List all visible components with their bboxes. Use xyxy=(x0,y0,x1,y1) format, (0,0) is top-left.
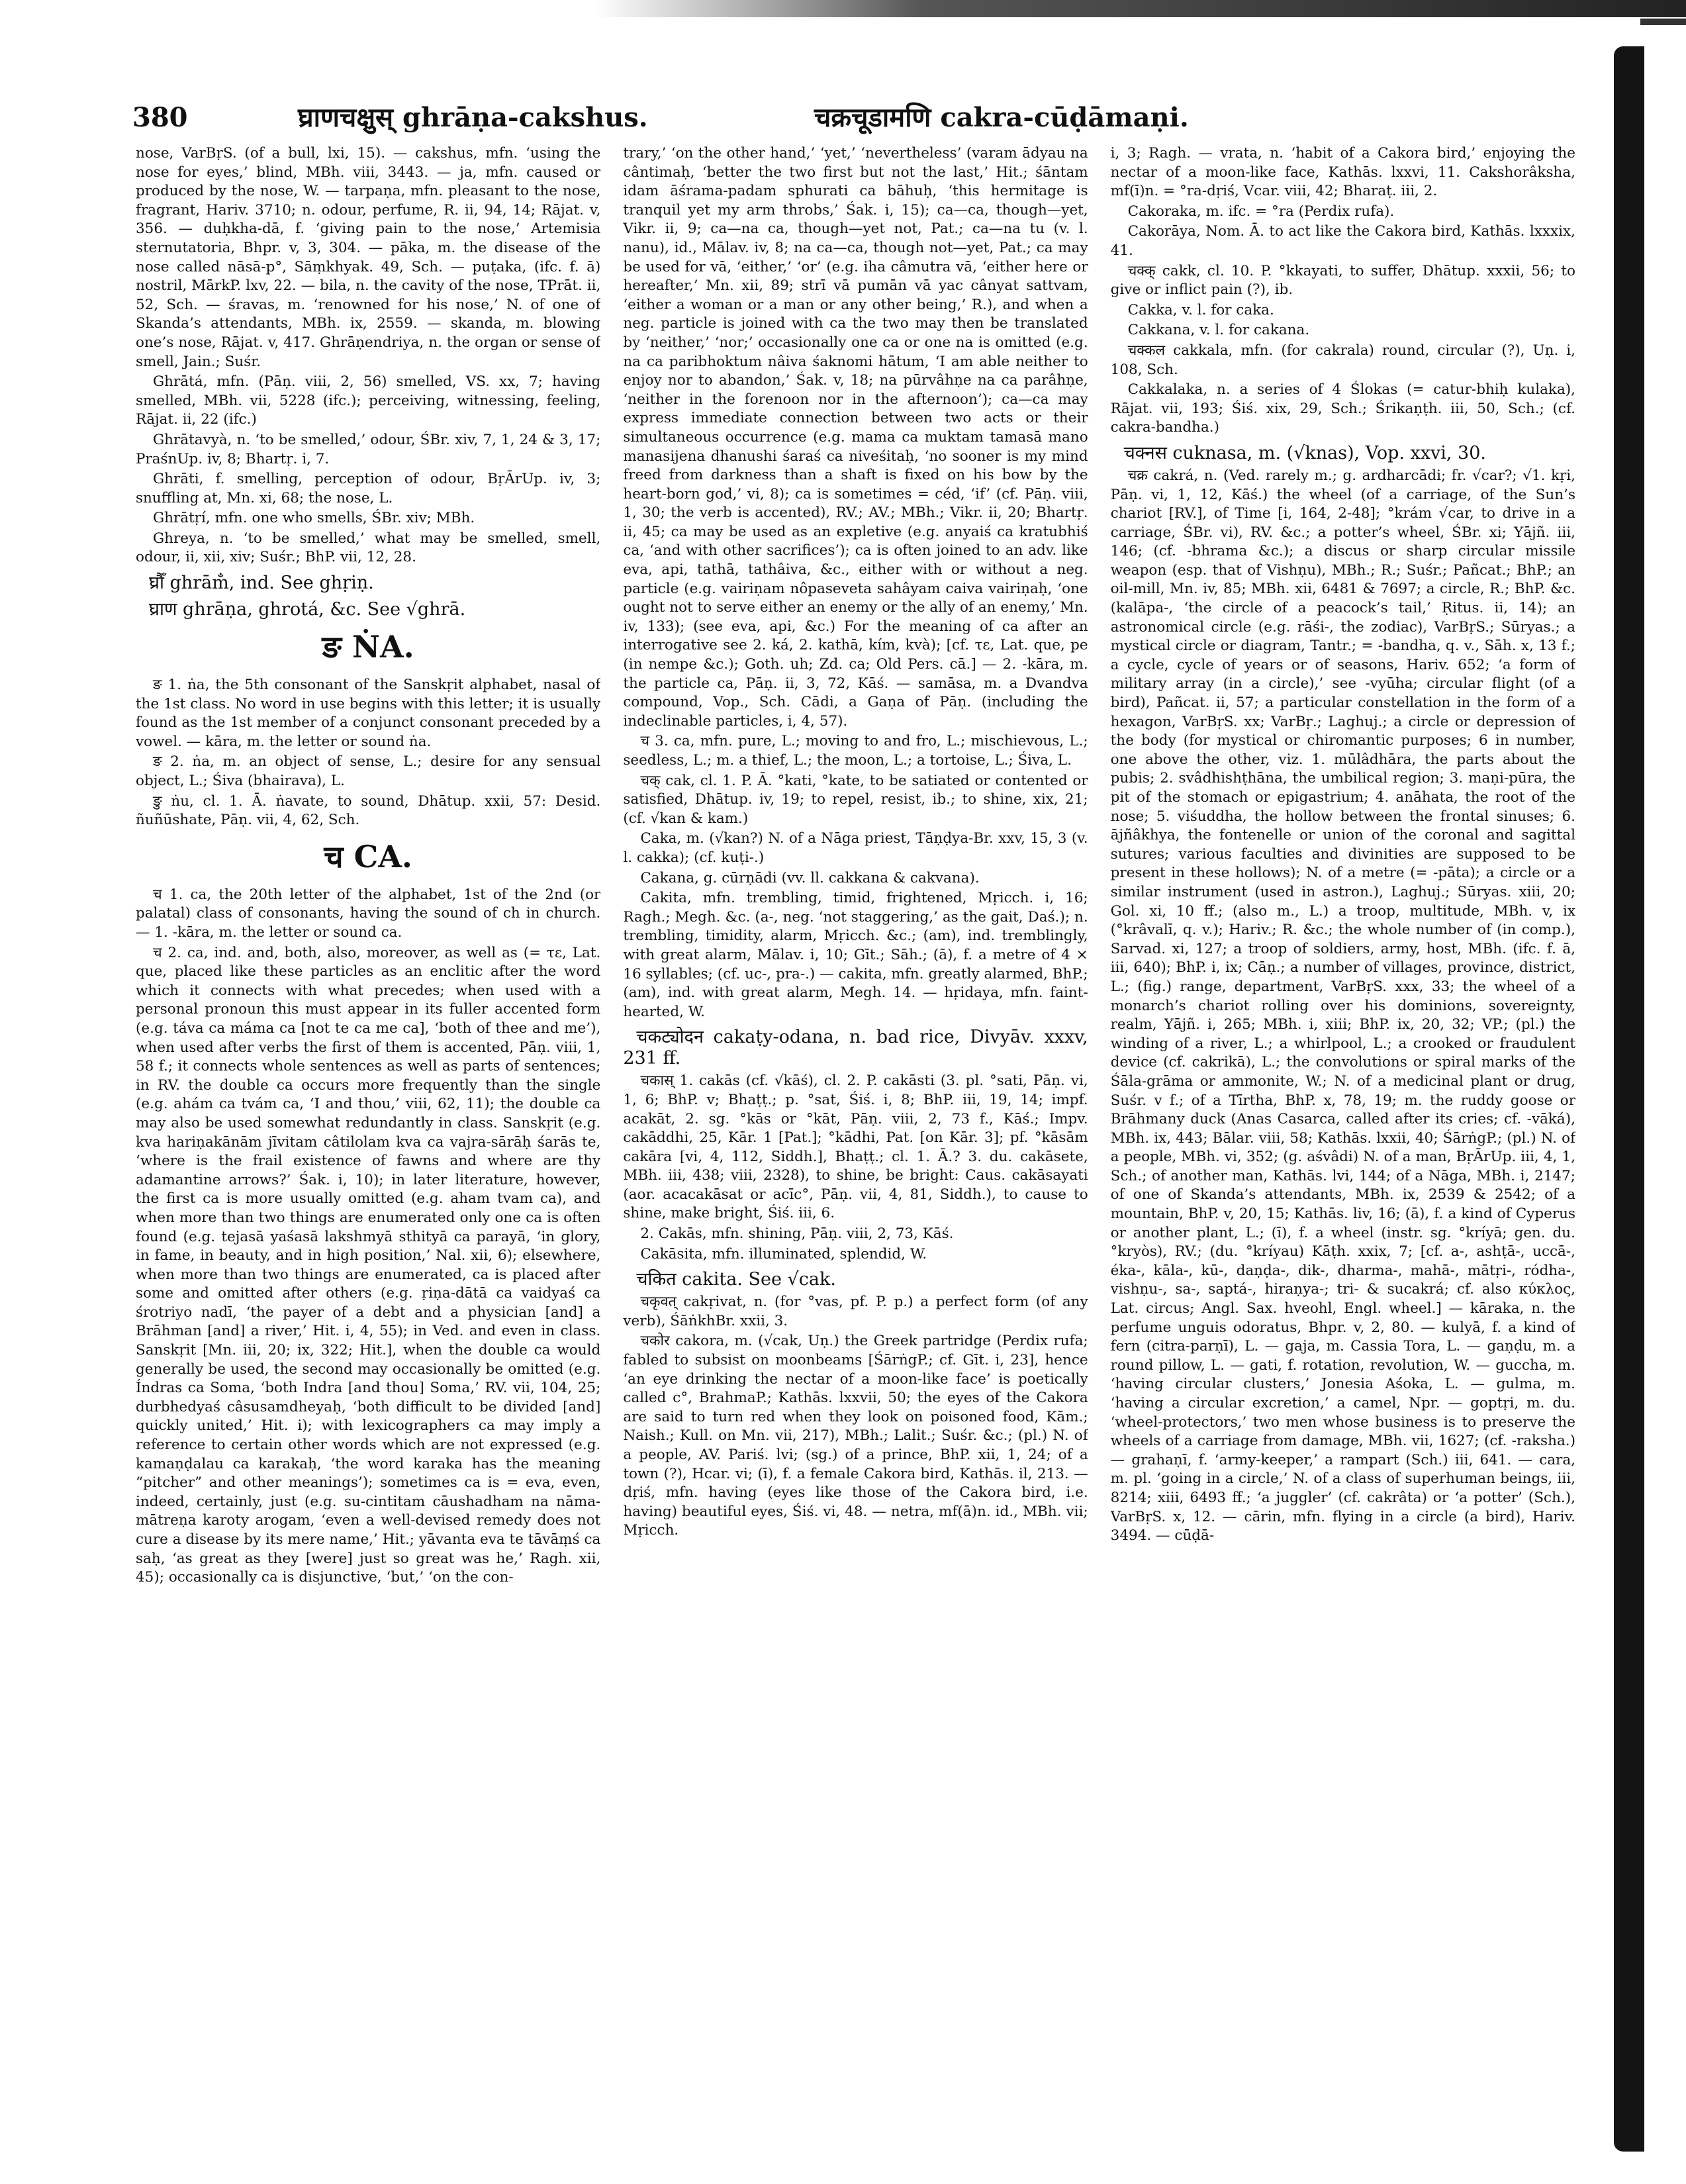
dictionary-entry: च 1. ca, the 20th letter of the alphabet, 1st of the 2nd (or palatal) class of consonants, having the sound of ch in church. — 1. -kāra, m. the letter or sound ca. xyxy=(136,886,601,941)
dictionary-entry: Cakkalaka, n. a series of 4 Ślokas (= catur-bhiḥ kulaka), Rājat. vii, 193; Śiś. xix, 29, Sch.; Śrikaṇṭh. iii, 50, Sch.; (cf. cakra-bandha.) xyxy=(1110,381,1575,436)
page-number: 380 xyxy=(132,102,188,133)
column-2 xyxy=(623,144,1088,2144)
column-1 xyxy=(136,144,600,2144)
left-running-headword: घ्राणचक्षुस् ghrāṇa-cakshus. xyxy=(298,102,648,133)
section-heading: ङ ṄA. xyxy=(322,629,414,665)
dictionary-entry: nose, VarBṛS. (of a bull, lxi, 15). — cakshus, mfn. ‘using the nose for eyes,’ blind, MBh. viii, 3443. — ja, mfn. caused or produced by the nose, W. — tarpaṇa, mfn. pleasant to the nose, fragrant, Hariv. 3710; n. odour, perfume, R. ii, 94, 14; Rājat. v, 356. — duḥkha-dā, f. ‘giving pain to the nose,’ Artemisia sternutatoria, Bhpr. v, 3, 304. — pāka, m. the disease of the nose called nāsā-p°, Sāṃkhyak. 49, Sch. — puṭaka, (ifc. f. ā) nostril, MārkP. lxv, 22. — bila, n. the cavity of the nose, TPrāt. ii, 52, Sch. — śravas, m. ‘renowned for his nose,’ N. of one of Skanda’s attendants, MBh. ix, 2559. — skanda, m. blowing one’s nose, Rājat. v, 417. Ghrāṇendriya, n. the organ or sense of smell, Jain.; Suśr. xyxy=(136,145,601,370)
dictionary-entry: चकास् 1. cakās (cf. √kāś), cl. 2. P. cakāsti (3. pl. °sati, Pāṇ. vi, 1, 6; BhP. v; Bhaṭṭ.; p. °sat, Śiś. i, 8; BhP. iii, 19, 14; impf. acakāt, 2. sg. °kās or °kāt, Pāṇ. viii, 2, 73 f., Kāś.; Impv. cakāddhi, 25, Kār. 1 [Pat.]; °kādhi, Pat. [on Kār. 3]; pf. °kāsām cakāra [vi, 4, 112, Siddh.], Bhaṭṭ.; cl. 1. Ā.? 3. du. cakāsete, MBh. iii, 438; viii, 2328), to shine, be bright: Caus. cakāsayati (aor. acacakāsat or acīc°, Pāṇ. vii, 4, 81, Siddh.), to cause to shine, make bright, Śiś. iii, 6. xyxy=(623,1072,1088,1222)
dictionary-entry: Ghrātavyà, n. ‘to be smelled,’ odour, ŚBr. xiv, 7, 1, 24 & 3, 17; PraśnUp. iv, 8; Bhartṛ. i, 7. xyxy=(136,431,601,467)
dictionary-entry: घ्राण ghrāṇa, ghrotá, &c. See √ghrā. xyxy=(149,599,466,620)
dictionary-entry: Cakorāya, Nom. Ā. to act like the Cakora bird, Kathās. lxxxix, 41. xyxy=(1110,223,1575,259)
page-header xyxy=(132,98,1271,144)
dictionary-entry: Ghrātṛí, mfn. one who smells, ŚBr. xiv; MBh. xyxy=(153,510,475,527)
dictionary-entry: चक्कल cakkala, mfn. (for cakrala) round, circular (?), Uṇ. i, 108, Sch. xyxy=(1110,342,1575,378)
dictionary-entry: Cakāsita, mfn. illuminated, splendid, W. xyxy=(640,1245,927,1262)
dictionary-entry: ङु ṅu, cl. 1. Ā. ṅavate, to sound, Dhātup. xxii, 57: Desid. ñuñūshate, Pāṇ. vii, 4, 62, Sch. xyxy=(136,792,601,829)
dictionary-entry: Cakkana, v. l. for cakana. xyxy=(1127,322,1310,339)
dictionary-entry: trary,’ ‘on the other hand,’ ‘yet,’ ‘nevertheless’ (varam ādyau na cântimaḥ, ‘better the two first but not the last,’ Hit.; śāntam idam āśrama-padam sphurati ca bāhuḥ, ‘this hermitage is tranquil yet my arm throbs,’ Śak. i, 15); ca—ca, though—yet, Vikr. ii, 9; ca—na ca, though—yet not, Pat.; ca—na tu (v. l. nanu), id., Mālav. iv, 8; na ca—ca, though not—yet, Pat.; ca may be used for vā, ‘either,’ ‘or’ (e.g. iha câmutra vā, ‘either here or hereafter,’ Mn. xii, 89; strī vā pumān vā yac cânyat sattvam, ‘either a woman or a man or any other being,’ R.), and when a neg. particle is joined with ca the two may then be translated by ‘neither,’ ‘nor;’ occasionally one ca or one na is omitted (e.g. na ca paribhoktum nâiva śaknomi hātum, ‘I am able neither to enjoy nor to abandon,’ Śak. v, 18; na pūrvâhṇe na ca parâhṇe, ‘neither in the forenoon nor in the afternoon’); ca—ca may express immediate connection between two acts or their simultaneous occurrence (e.g. mama ca muktam tamasā mano manasijena dhanushi śaraś ca niveśitaḥ, ‘no sooner is my mind freed from darkness than a shaft is fixed on his bow by the heart-born god,’ vi, 8); ca is sometimes = céd, ‘if’ (cf. Pāṇ. viii, 1, 30; the verb is accented), RV.; AV.; MBh.; Vikr. ii, 20; Bhartṛ. ii, 45; ca may be used as an expletive (e.g. anyaiś ca kratubhiś ca, ‘and with other sacrifices’); ca is often joined to an adv. like eva, api, tathā, tathâiva, &c., either with or without a neg. particle (e.g. vairiṇam nôpaseveta sahâyam caiva vairiṇaḥ, ‘one ought not to serve either an enemy or the ally of an enemy,’ Mn. iv, 133); (see eva, api, &c.) For the meaning of ca after an interrogative see 2. ká, 2. kathā, kím, kvà); [cf. τε, Lat. que, pe (in nempe &c.); Goth. uh; Zd. ca; Old Pers. cā.] — 2. -kāra, m. the particle ca, Pāṇ. ii, 3, 72, Kāś. — samāsa, m. a Dvandva compound, Vop., Sch. Cādi, a Gaṇa of Pāṇ. (including the indeclinable particles, i, 4, 57). xyxy=(623,145,1088,730)
right-running-headword: चक्रचूडामणि cakra-cūḍāmaṇi. xyxy=(814,102,1189,133)
dictionary-entry: 2. Cakās, mfn. shining, Pāṇ. viii, 2, 73, Kāś. xyxy=(640,1225,954,1243)
dictionary-entry: ङ 1. ṅa, the 5th consonant of the Sanskṛit alphabet, nasal of the 1st class. No word in use begins with this letter; it is usually found as the 1st member of a conjunct consonant preceded by a vowel. — kāra, m. the letter or sound ṅa. xyxy=(136,677,601,750)
dictionary-entry: चकृवत् cakṛivat, n. (for °vas, pf. P. p.) a perfect form (of any verb), ŚāṅkhBr. xxii, 3. xyxy=(623,1294,1088,1329)
dictionary-entry: Cakana, g. cūrṇādi (vv. ll. cakkana & cakvana). xyxy=(640,869,980,886)
dictionary-entry: चक्नस cuknasa, m. (√knas), Vop. xxvi, 30. xyxy=(1123,442,1486,463)
scan-corner-mark xyxy=(1640,19,1686,25)
dictionary-entry: Cakka, v. l. for caka. xyxy=(1127,301,1274,318)
dictionary-entry: च 2. ca, ind. and, both, also, moreover, as well as (= τε, Lat. que, placed like these particles as an enclitic after the word which it connects with what precedes; when used with a personal pronoun this must appear in its fuller accented form (e.g. táva ca máma ca [not te ca me ca], ‘both of thee and me’), when used after verbs the first of them is accented, Pāṇ. viii, 1, 58 f.; it connects whole sentences as well as parts of sentences; in RV. the double ca occurs more frequently than the single (e.g. ahám ca tvám ca, ‘I and thou,’ viii, 62, 11); the double ca may also be used somewhat redundantly in class. Sanskṛit (e.g. kva hariṇakānām jīvitam câtilolam kva ca vajra-sārāḥ śarās te, ‘where is the frail existence of fawns and where are thy adamantine arrows?’ Śak. i, 10); in later literature, however, the first ca is more usually omitted (e.g. aham tvam ca), and when more than two things are enumerated only one ca is often found (e.g. tejasā yaśasā lakshmyā sthityā ca parayā, ‘in glory, in fame, in beauty, and in high position,’ Nal. xii, 6); elsewhere, when more than two things are enumerated, ca is placed after some and omitted after others (e.g. ṛiṇa-dātā ca vaidyaś ca śrotriyo nadī, ‘the payer of a debt and a physician [and] a Brāhman [and] a river,’ Hit. i, 4, 55); in Ved. and even in class. Sanskṛit [Mn. iii, 20; ix, 322; Hit.], when the double ca would generally be used, the second may occasionally be omitted (e.g. Índras ca Soma, ‘both Indra [and thou] Soma,’ RV. vii, 104, 25; durbhedyaś câsusamdheyaḥ, ‘both difficult to be divided [and] quickly united,’ Hit. i); with lexicographers ca may imply a reference to certain other words which are not expressed (e.g. kamaṇḍalau ca karakaḥ, ‘the word karaka has the meaning “pitcher” and other meanings’); sometimes ca is = eva, even, indeed, certainly, just (e.g. su-cintitam cāushadham na nāma-mātreṇa karoty arogam, ‘even a well-devised remedy does not cure a disease by its mere name,’ Hit.; yāvanta eva te tāvāṃś ca saḥ, ‘as great as they [were] just so great was he,’ Ragh. xii, 45); occasionally ca is disjunctive, ‘but,’ ‘on the con- xyxy=(136,944,601,1586)
column-3 xyxy=(1111,144,1575,2144)
dictionary-entry: Ghreya, n. ‘to be smelled,’ what may be smelled, smell, odour, ii, xii, xiv; Suśr.; BhP. vii, 12, 28. xyxy=(136,530,601,566)
dictionary-entry: Cakoraka, m. ifc. = °ra (Perdix rufa). xyxy=(1127,203,1395,220)
dictionary-entry: चक् cak, cl. 1. P. Ā. °kati, °kate, to be satiated or contented or satisfied, Dhātup. iv, 19; to repel, resist, ib.; to shine, xix, 21; (cf. √kan & kam.) xyxy=(623,772,1088,827)
dictionary-entry: Caka, m. (√kan?) N. of a Nāga priest, Tāṇḍya-Br. xxv, 15, 3 (v. l. cakka); (cf. kuṭi-.) xyxy=(623,830,1088,866)
scan-binding-edge xyxy=(1614,46,1644,2152)
dictionary-entry: चक्क् cakk, cl. 10. P. °kkayati, to suffer, Dhātup. xxxii, 56; to give or inflict pain (?), ib. xyxy=(1110,262,1575,299)
dictionary-entry: ङ 2. ṅa, m. an object of sense, L.; desire for any sensual object, L.; Śiva (bhairava), L. xyxy=(136,753,601,790)
dictionary-entry: चकित cakita. See √cak. xyxy=(636,1269,836,1290)
dictionary-entry: घ्रौँ ghrām̐, ind. See ghṛiṇ. xyxy=(149,573,374,594)
dictionary-entry: i, 3; Ragh. — vrata, n. ‘habit of a Cakora bird,’ enjoying the nectar of a moon-like face, Kathās. lxxvi, 11. Cakshorâksha, mf(ī)n. = °ra-dṛiś, Vcar. viii, 42; Bharaṭ. iii, 2. xyxy=(1110,145,1575,200)
dictionary-entry: चकोर cakora, m. (√cak, Uṇ.) the Greek partridge (Perdix rufa; fabled to subsist on moonbeams [ŚārṅgP.; cf. Gīt. i, 23], hence ‘an eye drinking the nectar of a moon-like face’ is poetically called c°, BrahmaP.; Kathās. lxxvii, 50; the eyes of the Cakora are said to turn red when they look on poisoned food, Kām.; Naish.; Kull. on Mn. vii, 217), MBh.; Lalit.; Suśr. &c.; (pl.) N. of a people, AV. Pariś. lvi; (sg.) of a prince, BhP. xii, 1, 24; of a town (?), Hcar. vi; (ī), f. a female Cakora bird, Kathās. il, 213. — dṛiś, mfn. having (eyes like those of the Cakora bird, i.e. having) beautiful eyes, Śiś. vi, 48. — netra, mf(ā)n. id., MBh. vii; Mṛicch. xyxy=(623,1333,1088,1539)
dictionary-entry: Ghrātá, mfn. (Pāṇ. viii, 2, 56) smelled, VS. xx, 7; having smelled, MBh. vii, 5228 (ifc.); perceiving, witnessing, feeling, Rājat. ii, 22 (ifc.) xyxy=(136,373,601,428)
scan-top-shadow xyxy=(596,0,1686,17)
section-heading: च CA. xyxy=(324,838,412,875)
dictionary-columns xyxy=(136,144,1575,2144)
dictionary-entry: चक्र cakrá, n. (Ved. rarely m.; g. ardharcādi; fr. √car?; √1. kṛi, Pāṇ. vi, 1, 12, Kāś.) the wheel (of a carriage, of the Sun’s chariot [RV.], of Time [i, 164, 2-48]; °krám √car, to drive in a carriage, ŚBr. vi), RV. &c.; a potter’s wheel, ŚBr. xi; Yājñ. iii, 146; (cf. -bhrama &c.); a discus or sharp circular missile weapon (esp. that of Vishṇu), MBh.; R.; Suśr.; Pañcat.; BhP.; an oil-mill, Mn. iv, 85; MBh. xii, 6481 & 7697; a circle, R.; BhP. &c. (kalāpa-, ‘the circle of a peacock’s tail,’ Ṛitus. ii, 14); an astronomical circle (e.g. rāśi-, the zodiac), VarBṛS.; Sūryas.; a mystical circle or diagram, Tantr.; = -bandha, q. v., Sāh. x, 13 f.; a cycle, cycle of years or of seasons, Hariv. 652; ‘a form of military array (in a circle),’ see -vyūha; circular flight (of a bird), Pañcat. ii, 57; a particular constellation in the form of a hexagon, VarBṛS. xx; VarBṛ.; Laghuj.; a circle or depression of the body (for mystical or chiromantic purposes; 6 in number, one above the other, viz. 1. mūlâdhāra, the parts about the pubis; 2. svâdhishṭhāna, the umbilical region; 3. maṇi-pūra, the pit of the stomach or epigastrium; 4. anāhata, the root of the nose; 5. viśuddha, the hollow between the frontal sinuses; 6. ājñâkhya, the fontenelle or union of the coronal and sagittal sutures; various faculties and divinities are supposed to be present in these hollows); N. of a metre (= -pāta); a circle or a similar instrument (used in astron.), Laghuj.; Sūryas. xiii, 20; Gol. xi, 10 ff.; (also m., L.) a troop, multitude, MBh. v, ix (°krâvalī, q. v.); Hariv.; R. &c.; the whole number of (in comp.), Sarvad. xi, 127; a troop of soldiers, army, host, MBh. (ifc. f. ā, iii, 640); BhP. i, ix; Cāṇ.; a number of villages, province, district, L.; (fig.) range, department, VarBṛS. xxx, 33; the wheel of a monarch’s chariot rolling over his dominions, sovereignty, realm, Yājñ. i, 265; MBh. i, xiii; BhP. ix, 20, 32; VP.; (pl.) the winding of a river, L.; a whirlpool, L.; a crooked or fraudulent device (cf. cakrikā), L.; the convolutions or spiral marks of the Śāla-grāma or ammonite, W.; N. of a medicinal plant or drug, Suśr. v f.; of a Tīrtha, BhP. x, 78, 19; m. the ruddy goose or Brāhmany duck (Anas Casarca, called after its cries; cf. -vāká), MBh. ix, 443; Bālar. viii, 58; Kathās. lxxii, 40; ŚārṅgP.; (pl.) N. of a people, MBh. vi, 352; (g. aśvâdi) N. of a man, BṛĀrUp. iii, 4, 1, Sch.; of another man, Kathās. lvi, 144; of a Nāga, MBh. i, 2147; of one of Skanda’s attendants, MBh. ix, 2539 & 2542; of a mountain, BhP. v, 20, 15; Kathās. liv, 16; (ā), f. a kind of Cyperus or another plant, L.; (ī), f. a wheel (instr. sg. °kríyā; gen. du. °kryòs), RV.; (du. °kríyau) Kāṭh. xxix, 7; [cf. a-, ashṭā-, uccā-, éka-, kāla-, kū-, daṇḍa-, dik-, dharma-, mahā-, mātṛi-, ródha-, vishṇu-, sa-, saptá-, hiraṇya-; tri- & sucakrá; cf. also κύκλος, Lat. circus; Angl. Sax. hveohl, Engl. wheel.] — kāraka, n. the perfume unguis odoratus, Bhpr. v, 2, 80. — kulyā, f. a kind of fern (citra-parṇī), L. — gaja, m. Cassia Tora, L. — gaṇḍu, m. a round pillow, L. — gati, f. rotation, revolution, W. — guccha, m. ‘having circular clusters,’ Jonesia Aśoka, L. — gulma, m. ‘having a circular excretion,’ a camel, Npr. — goptṛi, m. du. ‘wheel-protectors,’ two men whose business is to preserve the wheels of a carriage from damage, MBh. vii, 1627; (cf. -raksha.) — grahaṇī, f. ‘army-keeper,’ a rampart (Sch.) iii, 641. — cara, m. pl. ‘going in a circle,’ N. of a class of superhuman beings, iii, 8214; xiii, 6493 ff.; ‘a juggler’ (cf. cakrâta) or ‘a potter’ (Sch.), VarBṛS. x, 12. — cārin, mfn. flying in a circle (a bird), Hariv. 3494. — cūḍā- xyxy=(1110,467,1575,1544)
dictionary-entry: च 3. ca, mfn. pure, L.; moving to and fro, L.; mischievous, L.; seedless, L.; m. a thief, L.; the moon, L.; a tortoise, L.; Śiva, L. xyxy=(623,733,1088,769)
dictionary-entry: Cakita, mfn. trembling, timid, frightened, Mṛicch. i, 16; Ragh.; Megh. &c. (a-, neg. ‘not staggering,’ as the gait, Daś.); n. trembling, timidity, alarm, Mṛicch. &c.; (am), ind. tremblingly, with great alarm, Mālav. i, 10; Gīt.; Sāh.; (ā), f. a metre of 4 × 16 syllables; (cf. uc-, pra-.) — cakita, mfn. greatly alarmed, BhP.; (am), ind. with great alarm, Megh. 14. — hṛidaya, mfn. faint-hearted, W. xyxy=(623,890,1088,1020)
dictionary-entry: चकट्योदन cakaṭy-odana, n. bad rice, Divyāv. xxxv, 231 ff. xyxy=(623,1027,1088,1069)
dictionary-entry: Ghrāti, f. smelling, perception of odour, BṛĀrUp. iv, 3; snuffling at, Mn. xi, 68; the nose, L. xyxy=(136,471,601,506)
